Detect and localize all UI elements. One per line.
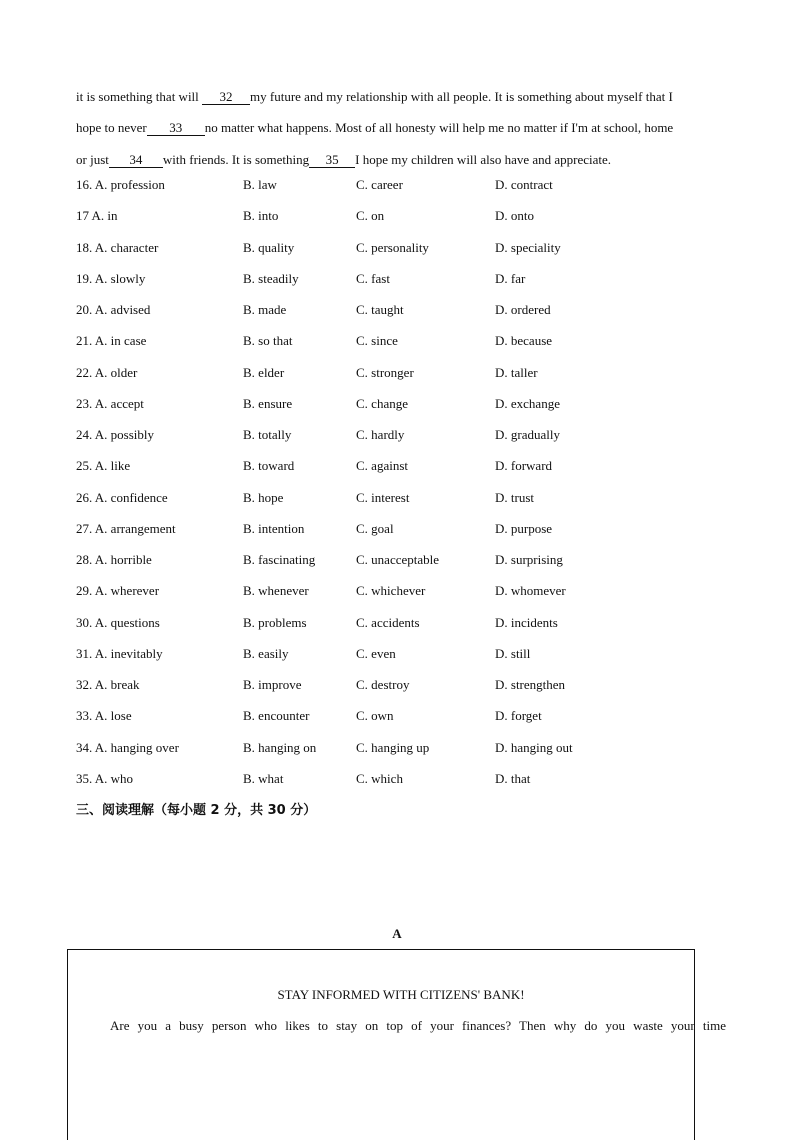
option-b: B. quality — [243, 239, 295, 255]
option-d: D. contract — [495, 177, 553, 192]
question-row — [76, 300, 726, 331]
option-d: D. because — [495, 333, 553, 349]
reading-box-title: STAY INFORMED WITH CITIZENS' BANK! — [277, 987, 525, 1002]
blank-35: 35 — [309, 153, 355, 168]
blank-32: 32 — [202, 90, 250, 105]
question-row — [76, 425, 726, 456]
option-a: 25. A. like — [76, 458, 131, 474]
option-b: B. so that — [243, 333, 293, 349]
option-a: 32. A. break — [76, 677, 140, 692]
option-c: C. taught — [356, 302, 404, 317]
question-row — [76, 613, 726, 644]
option-a: 18. A. character — [76, 239, 159, 255]
passage-line-1 — [76, 81, 726, 112]
option-a: 19. A. slowly — [76, 270, 146, 286]
option-d: D. ordered — [495, 302, 551, 317]
option-b: B. encounter — [243, 708, 310, 724]
option-a: 35. A. who — [76, 770, 134, 786]
option-a: 17 A. in — [76, 208, 118, 224]
option-c: C. goal — [356, 520, 394, 536]
option-b: B. what — [243, 770, 284, 786]
option-d: D. forget — [495, 708, 542, 724]
option-d: D. still — [495, 645, 531, 661]
passage-text: or just — [76, 151, 109, 167]
option-b: B. toward — [243, 458, 295, 474]
question-row — [76, 581, 726, 612]
option-b: B. intention — [243, 520, 305, 536]
question-options-list — [76, 175, 726, 800]
option-c: C. even — [356, 645, 396, 661]
question-row — [76, 519, 726, 550]
option-c: C. accidents — [356, 614, 420, 630]
passage-line-3 — [76, 144, 726, 175]
reading-text-box — [67, 949, 695, 1140]
option-a: 24. A. possibly — [76, 427, 155, 442]
cloze-passage — [76, 81, 726, 175]
option-d: D. onto — [495, 208, 534, 224]
option-c: C. hanging up — [356, 739, 430, 755]
question-row — [76, 769, 726, 800]
section-title: 三、阅读理解（每小题 2 分，共 30 分） — [76, 803, 317, 818]
question-row — [76, 269, 726, 300]
option-a: 31. A. inevitably — [76, 645, 163, 661]
option-a: 23. A. accept — [76, 395, 144, 411]
option-b: B. hanging on — [243, 739, 317, 755]
passage-text: hope to never — [76, 120, 147, 136]
option-b: B. into — [243, 208, 279, 224]
reading-part-label: A — [392, 926, 402, 941]
option-b: B. improve — [243, 677, 302, 692]
option-c: C. career — [356, 177, 403, 192]
question-row — [76, 175, 726, 206]
option-b: B. whenever — [243, 583, 309, 599]
option-d: D. whomever — [495, 583, 566, 599]
passage-line-2 — [76, 112, 726, 143]
option-c: C. fast — [356, 270, 390, 286]
reading-box-text: Are you a busy person who likes to stay on top of your finances? Then why do you waste your time — [110, 1018, 726, 1033]
option-b: B. easily — [243, 645, 289, 661]
option-b: B. law — [243, 177, 277, 192]
question-row — [76, 644, 726, 675]
question-row — [76, 675, 726, 706]
option-a: 28. A. horrible — [76, 552, 152, 567]
option-b: B. totally — [243, 427, 292, 442]
option-b: B. made — [243, 302, 287, 317]
option-c: C. destroy — [356, 677, 410, 692]
question-row — [76, 550, 726, 581]
option-d: D. taller — [495, 364, 538, 380]
option-d: D. incidents — [495, 614, 558, 630]
option-b: B. hope — [243, 489, 284, 505]
question-row — [76, 488, 726, 519]
option-d: D. speciality — [495, 239, 561, 255]
option-b: B. steadily — [243, 270, 299, 286]
option-a: 26. A. confidence — [76, 489, 168, 505]
option-c: C. against — [356, 458, 408, 474]
option-a: 34. A. hanging over — [76, 739, 179, 755]
option-c: C. hardly — [356, 427, 405, 442]
option-a: 27. A. arrangement — [76, 520, 176, 536]
option-a: 16. A. profession — [76, 177, 165, 192]
passage-text: no matter what happens. Most of all honesty will help me no matter if I'm at school, home — [204, 120, 674, 136]
question-row — [76, 456, 726, 487]
option-b: B. ensure — [243, 395, 293, 411]
question-row — [76, 738, 726, 769]
blank-34: 34 — [109, 153, 163, 168]
option-a: 30. A. questions — [76, 614, 160, 630]
option-c: C. unacceptable — [356, 552, 440, 567]
option-a: 29. A. wherever — [76, 583, 160, 599]
option-d: D. trust — [495, 489, 534, 505]
option-a: 22. A. older — [76, 364, 138, 380]
question-row — [76, 394, 726, 425]
option-c: C. own — [356, 708, 394, 724]
option-d: D. strengthen — [495, 677, 566, 692]
passage-text: I hope my children will also have and appreciate. — [355, 151, 612, 167]
blank-33: 33 — [147, 121, 205, 136]
option-b: B. problems — [243, 614, 307, 630]
passage-text: with friends. It is something — [162, 151, 310, 167]
option-a: 33. A. lose — [76, 708, 132, 724]
option-c: C. interest — [356, 489, 410, 505]
option-d: D. gradually — [495, 427, 560, 442]
option-a: 21. A. in case — [76, 333, 147, 349]
option-c: C. whichever — [356, 583, 426, 599]
option-c: C. stronger — [356, 364, 414, 380]
question-row — [76, 331, 726, 362]
option-c: C. personality — [356, 239, 429, 255]
option-d: D. far — [495, 270, 526, 286]
question-row — [76, 238, 726, 269]
option-c: C. change — [356, 395, 408, 411]
option-b: B. elder — [243, 364, 285, 380]
option-d: D. forward — [495, 458, 553, 474]
option-b: B. fascinating — [243, 552, 316, 567]
option-d: D. hanging out — [495, 739, 573, 755]
option-d: D. purpose — [495, 520, 553, 536]
passage-text: it is something that will — [76, 89, 203, 104]
option-c: C. since — [356, 333, 398, 349]
option-c: C. which — [356, 770, 403, 786]
option-c: C. on — [356, 208, 385, 224]
question-row — [76, 363, 726, 394]
option-d: D. surprising — [495, 552, 563, 567]
option-d: D. exchange — [495, 395, 560, 411]
option-a: 20. A. advised — [76, 302, 151, 317]
question-row — [76, 206, 726, 237]
question-row — [76, 706, 726, 737]
passage-text: my future and my relationship with all people. It is something about myself that I — [250, 89, 673, 104]
option-d: D. that — [495, 770, 531, 786]
